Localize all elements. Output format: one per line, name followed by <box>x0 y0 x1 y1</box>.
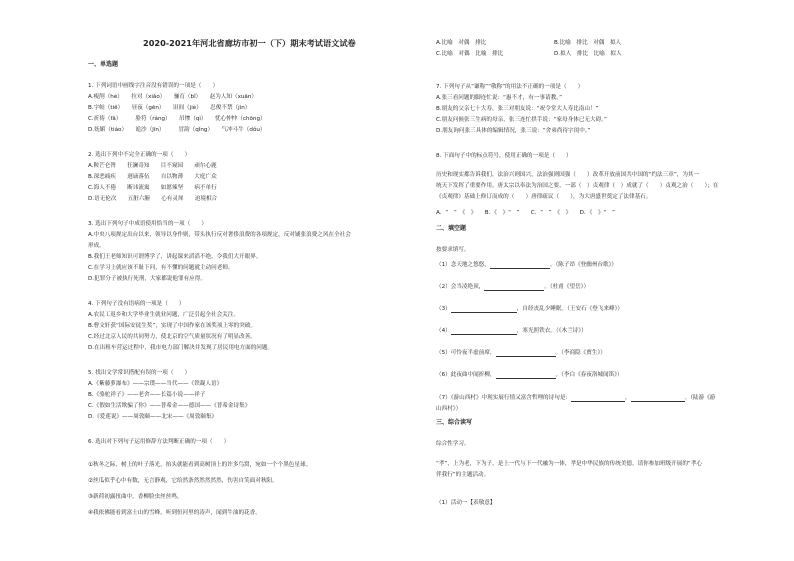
q9-line-6: （6）此夜曲中闻折柳， 。（李白《春夜洛城闻笛》） <box>436 372 623 378</box>
q8-passage-line-3: 《贞观律》基础上修订而成的（ ）唐律疏议（ ），为大唐盛世奠定了法律基石。 <box>436 194 652 200</box>
q6-item-3: ③新荷初露扭曲中，香柳脸虫丝丝鸣。 <box>88 494 183 500</box>
answer-blank[interactable] <box>451 306 517 313</box>
q1-stem: 1. 下列词语中画线字注音没有错误的一项是（ ） <box>88 83 219 89</box>
q1-option-a: A.瘦削（hè） 拉对（xiǎo） 骊育（bǐ） 赵为人知（xuān） <box>88 94 257 100</box>
q7-option-d: D.朋友询问张三具体的编辑情况，张三说：“舍弟尚待字闺中。” <box>436 128 591 134</box>
q2-option-b: B.深恶痛疾 迥谪落伍 自以物薄 大庭广众 <box>88 174 217 180</box>
q9-line-7-cont: 山西村》） <box>436 406 462 412</box>
section-single-choice: 一、单选题 <box>88 61 119 68</box>
q9-line-4: （4） ，寒光照铁衣。（《木兰诗》） <box>436 328 587 334</box>
q6-option-a: A.比喻 对偶 排比 <box>436 40 487 46</box>
q1-option-b: B.字帖（tiě） 昼夜（gēn） 诅间（jiè） 忍俊不禁（jìn） <box>88 105 251 111</box>
q7-stem: 7. 下列句子从“谦称”“敬称”的用法不正确的一项是（ ） <box>436 84 584 90</box>
q7-option-c: C.朋友问候张三生病的母亲，张三连忙拱手说：“家母身体已无大碍。” <box>436 117 607 123</box>
q10-paragraph-line-2: 伴我行”的主题活动。 <box>436 472 490 478</box>
q3-option-d: D.犯罪分子被执行死刑，大家都说他罪有应得。 <box>88 276 206 282</box>
q6-option-d: D.拟人 排比 比喻 拟人 <box>554 51 622 57</box>
q2-option-d: D.语无伦次 五脏六腑 心有灵犀 迫境相合 <box>88 196 218 202</box>
q5-stem: 5. 找出文学常识搭配有误的一项（ ） <box>88 370 191 376</box>
q6-item-2: ②丝瓜似乎心中有数，无言静观，它给然条然然然然然，伤害自笑面对秋阳。 <box>88 478 278 484</box>
q6-item-1: ①秋冬之际，树上的叶子落光，抬头就能看到高树顶上的许多鸟窝，宛如一个个黑色星球。 <box>88 462 312 468</box>
q1-option-c: C.祈祷（fǎ） 脸符（ráng） 吊惨（qì） 忧心忡忡（chōng） <box>88 116 266 122</box>
exam-title: 2020-2021年河北省廊坊市初一（下）期末考试语文试卷 <box>143 38 356 48</box>
q5-option-d: D.《爱莲说》——周敦颐——北宋——《周敦颐集》 <box>88 414 218 420</box>
q3-stem: 3. 选出下列句子中成语使用恰当的一项（ ） <box>88 221 207 227</box>
q3-option-a: A.中央八项规定出台以来，领导以身作则，带头执行反对奢侈浪费的各项规定，反对铺张浪费之风在全社会 <box>88 232 351 238</box>
answer-blank[interactable] <box>484 284 544 291</box>
q9-line-3: （3） ，自经丧乱少睡眠。（王安石《登飞来峰》） <box>436 306 624 312</box>
q10-activity-1: （1）活动一【表敬意】 <box>436 500 496 506</box>
q5-option-b: B.《骆驼祥子》——老舍——长篇小说——祥子 <box>88 392 206 398</box>
q3-option-b: B.我们王老师知识可谓博学了，讲起课来滔滔不绝，令我们大开眼界。 <box>88 254 262 260</box>
q1-option-d: D.妩媚（tiáo） 诡沙（jīn） 冒韵（qǐng） 气冲斗牛（dǒu） <box>88 127 266 133</box>
q7-option-b: B.朋友的父亲七十大寿，张三对朋友说：“祝令堂大人寿比南山！” <box>436 106 599 112</box>
section-fill-in: 二、填空题 <box>436 225 467 232</box>
q6-item-4: ④我依佛能看到富士山的雪峰，听到恒河里的涛声，闻到牛油的花香。 <box>88 510 261 516</box>
q4-option-c: C.经过北京人民的共同努力，使北京的空气质量状况有了明显改善。 <box>88 334 256 340</box>
answer-blank[interactable] <box>490 262 550 269</box>
q3-option-a-cont: 形成。 <box>88 243 105 249</box>
answer-blank[interactable] <box>451 328 517 335</box>
q2-stem: 2. 选出下列中不完全正确的一项（ ） <box>88 152 191 158</box>
answer-blank[interactable] <box>631 395 685 402</box>
q3-option-c: C.在学习上就应该不耻下问，有不懂的问题就主动问老师。 <box>88 265 234 271</box>
q8-stem: 8. 下面句子中的标点符号，使用正确的一项是（ ） <box>436 153 572 159</box>
section-integrated-writing: 三、综合读写 <box>436 419 473 426</box>
q4-option-a: A.农民工返乡和大学毕业生就业问题，广泛引起全社会关注。 <box>88 312 239 318</box>
q5-option-a: A.《紫藤萝瀑布》——宗璞——当代——《铁凝人语》 <box>88 381 223 387</box>
q9-line-2: （2）会当凌绝顶， 。（杜甫《望岳》） <box>436 284 590 290</box>
q2-option-a: A.鞍芒仑膂 狂澜奇知 目不窥园 顽尔心鹿 <box>88 163 217 169</box>
q6-stem: 6. 选出对下列句子运用修辞方法判断正确的一项（ ） <box>88 439 230 445</box>
q10-intro: 综合性学习。 <box>436 441 470 447</box>
q9-line-5: （5）可怜夜半虚前席， 。（李商隐《贾生》） <box>436 350 606 356</box>
answer-blank[interactable] <box>496 350 556 357</box>
answer-blank[interactable] <box>496 372 556 379</box>
q4-stem: 4. 下列句子没有语病的一项是（ ） <box>88 301 185 307</box>
answer-blank[interactable] <box>571 395 625 402</box>
q2-option-c: C.海人不倦 断讳流寓 如愿辣坚 病不单行 <box>88 185 217 191</box>
q8-choices: A．“ ” 《 》 B．《 》“ ” C．“ ” 《 》 D．《 》“ ” <box>436 210 615 216</box>
q9-line-1: （1）念天地之悠悠， 。（陈子昂《登幽州台歌》） <box>436 262 618 268</box>
q4-option-d: D.在出租车营运过程中，我市电力部门解决并发现了居民用电方面的问题。 <box>88 345 274 351</box>
q9-line-7: （7）《游山西村》中现实展行情又富含哲理的诗句是： ， 。（陆游《游 <box>436 395 716 401</box>
q6-option-b: B.比喻 排比 对偶 拟人 <box>554 40 622 46</box>
q8-passage-line-1: 历史和现实都告诉我们，法治兴则国兴，法治强则国强（ ）改革开放前国共中国的“约法三章”，为其一 <box>436 172 700 178</box>
q6-option-c: C.比喻 对偶 比喻 排比 <box>436 51 504 57</box>
q8-passage-line-2: 统天下发挥了重要作用。唐太宗以奉法为治国之要，一部（ ）贞观律（ ）成就了（ ）贞观之治（ ）；在 <box>436 183 719 189</box>
q5-option-c: C.《假如生活欺骗了你》——普希金——德国——《普希金诗集》 <box>88 403 251 409</box>
q4-option-b: B.曹文轩获“国际安徒生奖”，实现了中国作家在该奖项上零的突破。 <box>88 323 257 329</box>
q9-intro: 按要求填写。 <box>436 247 470 253</box>
q7-option-a: A.张三看问题的脚连忙说：“惠不才，有一事请教。” <box>436 95 562 101</box>
q10-paragraph-line-1: “孝”，上为老，下为子，是上一代与下一代融为一体，孝是中华民族的传统美德。请你参加班级开展的“孝心 <box>436 461 703 467</box>
